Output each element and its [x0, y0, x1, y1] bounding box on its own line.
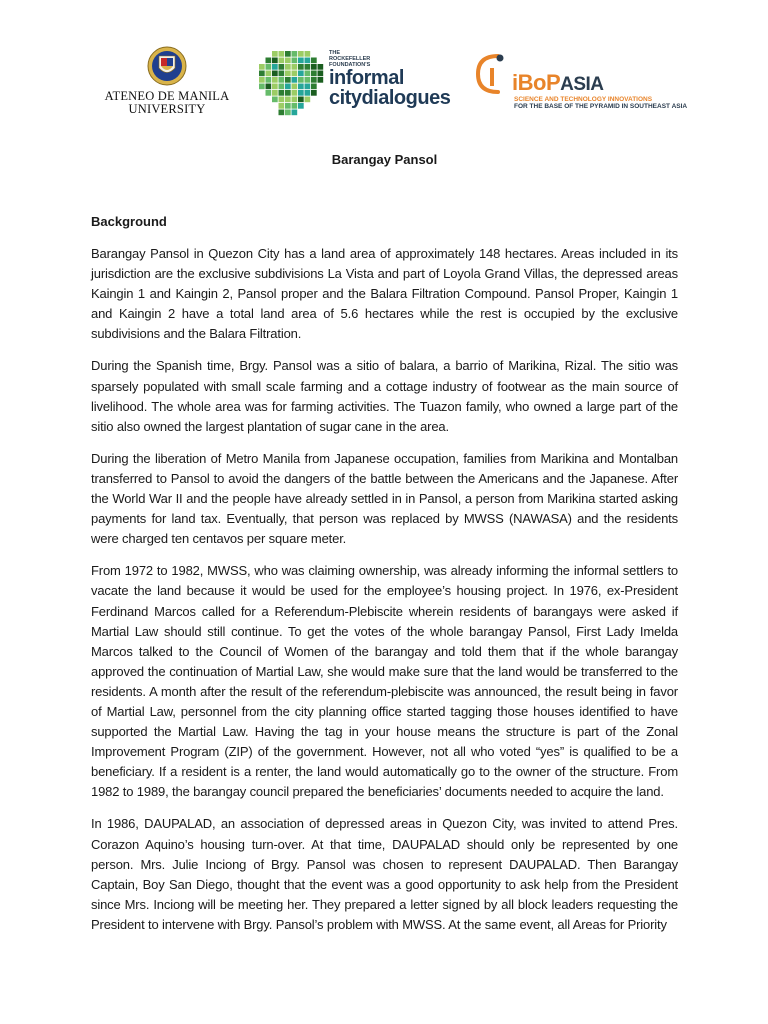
mosaic-tile	[298, 97, 304, 103]
mosaic-tile	[259, 77, 265, 83]
mosaic-tile	[311, 90, 317, 96]
mosaic-tile	[305, 84, 311, 90]
mosaic-tile	[292, 84, 298, 90]
mosaic-tile	[272, 84, 278, 90]
mosaic-tile	[298, 84, 304, 90]
ibop-tagline	[514, 96, 687, 110]
mosaic-tile	[272, 97, 278, 103]
mosaic-tile	[272, 77, 278, 83]
header-logos	[0, 40, 768, 125]
mosaic-tile	[292, 90, 298, 96]
mosaic-tile	[272, 90, 278, 96]
mosaic-tile	[272, 71, 278, 77]
mosaic-tile	[292, 71, 298, 77]
mosaic-tile	[305, 51, 311, 57]
mosaic-tile	[285, 103, 291, 109]
mosaic-tile	[285, 71, 291, 77]
icd-small-line2: ROCKEFELLER	[329, 56, 371, 62]
mosaic-tile	[292, 51, 298, 57]
mosaic-tile	[305, 64, 311, 70]
mosaic-tile	[285, 77, 291, 83]
mosaic-tile	[266, 90, 272, 96]
mosaic-tile	[298, 90, 304, 96]
paragraph: From 1972 to 1982, MWSS, who was claiming ownership, was already informing the informal settlers to vacate the land because it would be used for the employee’s housing project. In 1976, ex-President Ferdinand Marcos called for a Referendum-Plebiscite wherein residents of barangays were asked if Martial Law should still continue. To get the votes of the whole barangay Pansol, First Lady Imelda Marcos talked to the Council of Women of the barangay and told them that if the whole barangay approved the continuation of Martial Law, she would make sure that the land would be transferred to the residents. A month after the result of the referendum-plebiscite was announced, the result being in favor of Martial Law, personnel from the city planning office started tagging those houses identified to have supported the Martial Law. Having the tag in your house means the structure is part of the Zonal Improvement Program (ZIP) of the government. However, not all who voted “yes” is qualified to be a beneficiary. If a resident is a renter, the land would automatically go to the owner of the structure. From 1982 to 1989, the barangay council prepared the beneficiaries’ documents needed to acquire the land.	[91, 563, 678, 800]
ibop-asia: ASIA	[560, 74, 604, 95]
mosaic-tile	[285, 51, 291, 57]
seal-icon	[147, 46, 187, 86]
mosaic-tile	[292, 58, 298, 64]
mosaic-tile	[305, 58, 311, 64]
mosaic-tile	[305, 97, 311, 103]
mosaic-tile	[272, 58, 278, 64]
icd-small-line3: FOUNDATION'S	[329, 62, 371, 68]
mosaic-tile	[311, 77, 317, 83]
ibop-wordmark	[512, 70, 604, 96]
ibop-asia-logo	[470, 50, 700, 120]
mosaic-tile	[285, 110, 291, 116]
mosaic-tile	[292, 77, 298, 83]
mosaic-tile	[279, 58, 285, 64]
mosaic-tile	[279, 90, 285, 96]
mosaic-tile	[266, 84, 272, 90]
mosaic-tile	[311, 58, 317, 64]
informal-city-dialogues-logo	[257, 46, 462, 124]
mosaic-tile	[305, 71, 311, 77]
ibop-word: iBoP	[512, 70, 561, 95]
mosaic-tile	[266, 64, 272, 70]
mosaic-tile	[305, 90, 311, 96]
icd-line1: informal	[329, 67, 404, 89]
mosaic-tile	[266, 77, 272, 83]
ibop-tagline-1: SCIENCE AND TECHNOLOGY INNOVATIONS	[514, 96, 653, 103]
mosaic-tile	[259, 84, 265, 90]
mosaic-tile	[279, 51, 285, 57]
document-title: Barangay Pansol	[331, 152, 438, 167]
mosaic-tile	[318, 71, 324, 77]
mosaic-tile	[279, 110, 285, 116]
section-heading: Background	[91, 214, 167, 229]
mosaic-tile	[298, 64, 304, 70]
mosaic-tile	[292, 103, 298, 109]
mosaic-tile	[279, 97, 285, 103]
ibop-tagline-2: FOR THE BASE OF THE PYRAMID IN SOUTHEAST ASIA	[514, 103, 688, 110]
icd-line2: citydialogues	[329, 87, 451, 109]
ibop-swirl-icon	[470, 50, 512, 98]
mosaic-tile	[298, 51, 304, 57]
mosaic-tile	[298, 77, 304, 83]
mosaic-tile	[285, 97, 291, 103]
mosaic-tile	[292, 110, 298, 116]
mosaic-tile	[318, 64, 324, 70]
mosaic-tile	[279, 64, 285, 70]
pixel-head-icon	[257, 50, 329, 116]
mosaic-tile	[292, 97, 298, 103]
mosaic-tile	[285, 84, 291, 90]
mosaic-tile	[311, 71, 317, 77]
paragraph: Barangay Pansol in Quezon City has a land area of approximately 148 hectares. Areas included in its jurisdiction are the exclusive subdivisions La Vista and part of Loyola Grand Villas, the depressed areas Kaingin 1 and Kaingin 2, Pansol proper and the Balara Filtration Compound. Pansol Proper, Kaingin 1 and Kaingin 2 have a total land area of 5.6 hectares while the rest is occupied by the exclusive subdivisions and the Balara Filtration.	[91, 246, 678, 342]
mosaic-tile	[259, 64, 265, 70]
mosaic-tile	[279, 103, 285, 109]
mosaic-tile	[311, 84, 317, 90]
mosaic-tile	[279, 84, 285, 90]
paragraph: During the Spanish time, Brgy. Pansol was a sitio of balara, a barrio of Marikina, Rizal. The sitio was sparsely populated with small scale farming and a cottage industry of footwear as the main source of livelihood. The whole area was for farming activities. The Tuazon family, who owned a large part of the sitio also owned the largest plantation of sugar cane in the area.	[91, 358, 678, 434]
mosaic-tile	[266, 58, 272, 64]
mosaic-tile	[266, 71, 272, 77]
mosaic-tile	[272, 64, 278, 70]
mosaic-tile	[318, 77, 324, 83]
icd-small-line1: THE	[329, 50, 340, 56]
mosaic-tile	[279, 71, 285, 77]
mosaic-tile	[292, 64, 298, 70]
ateneo-name-line2: UNIVERSITY	[128, 102, 206, 116]
mosaic-tile	[285, 90, 291, 96]
mosaic-tile	[298, 58, 304, 64]
mosaic-tile	[305, 77, 311, 83]
paragraph: During the liberation of Metro Manila from Japanese occupation, families from Marikina and Montalban transferred to Pansol to avoid the dangers of the battle between the Americans and the Japanese. After the World War II and the people have already settled in in Pansol, a person from Marikina started asking payments for land tax. Eventually, that person was replaced by MWSS (NAWASA) and the residents were charged ten centavos per square meter.	[91, 450, 678, 547]
ateneo-logo	[92, 46, 242, 126]
mosaic-tile	[285, 64, 291, 70]
document-body	[91, 150, 678, 947]
mosaic-tile	[298, 71, 304, 77]
mosaic-tile	[272, 51, 278, 57]
mosaic-tile	[311, 64, 317, 70]
mosaic-tile	[259, 71, 265, 77]
paragraph: In 1986, DAUPALAD, an association of depressed areas in Quezon City, was invited to attend Pres. Corazon Aquino’s housing turn-over. At that time, DAUPALAD should only be represented by one person. Mrs. Julie Inciong of Brgy. Pansol was chosen to represent DAUPALAD. Then Barangay Captain, Boy San Diego, thought that the event was a good opportunity to ask help from the President since Mrs. Inciong will be meeting her. They prepared a letter signed by all block leaders requesting the President to intervene with Brgy. Pansol’s problem with MWSS. At the same event, all Areas for Priority	[91, 816, 678, 932]
mosaic-tile	[298, 103, 304, 109]
ateneo-name-line1: ATENEO DE MANILA	[104, 89, 230, 103]
mosaic-tile	[279, 77, 285, 83]
mosaic-tile	[285, 58, 291, 64]
